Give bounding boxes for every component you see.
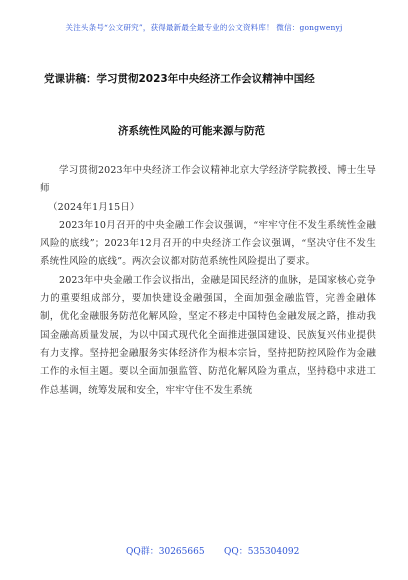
document-title-line1: 党课讲稿：学习贯彻2023年中央经济工作会议精神中国经 [44, 73, 315, 85]
paragraph-1: 2023年10月召开的中央金融工作会议强调，“牢牢守住不发生系统性金融风险的底线”；2023年12月召开的中央经济工作会议强调，“坚决守住不发生系统性风险的底线”。两次会议都对防范系统性风险提出了要求。 [40, 219, 376, 268]
qq-number: QQ：535304092 [224, 547, 300, 557]
author-line: 学习贯彻2023年中央经济工作会议精神北京大学经济学院教授、博士生导师 [40, 165, 376, 195]
document-title-line2: 济系统性风险的可能来源与防范 [118, 125, 265, 137]
qq-group-number: QQ群：30265665 [126, 547, 205, 557]
document-body [40, 162, 376, 400]
date-line: （2024年1月15日） [48, 201, 140, 213]
paragraph-2: 2023年中央金融工作会议指出，金融是国民经济的血脉，是国家核心竞争力的重要组成部分，要加快建设金融强国，全面加强金融监管，完善金融体制，优化金融服务防范化解风险，坚定不移走中国特色金融发展之路，推动我国金融高质量发展，为以中国式现代化全面推进强国建设、民族复兴伟业提供有力支撑。坚持把金融服务实体经济作为根本宗旨，坚持把防控风险作为金融工作的永恒主题。要以全面加强监管、防范化解风险为重点，坚持稳中求进工作总基调，统筹发展和安全，牢牢守住不发生系统 [40, 274, 376, 396]
header-note: 关注头条号“公文研究”，获得最新最全最专业的公文资料库！ 微信：gongwenyj [65, 23, 343, 32]
